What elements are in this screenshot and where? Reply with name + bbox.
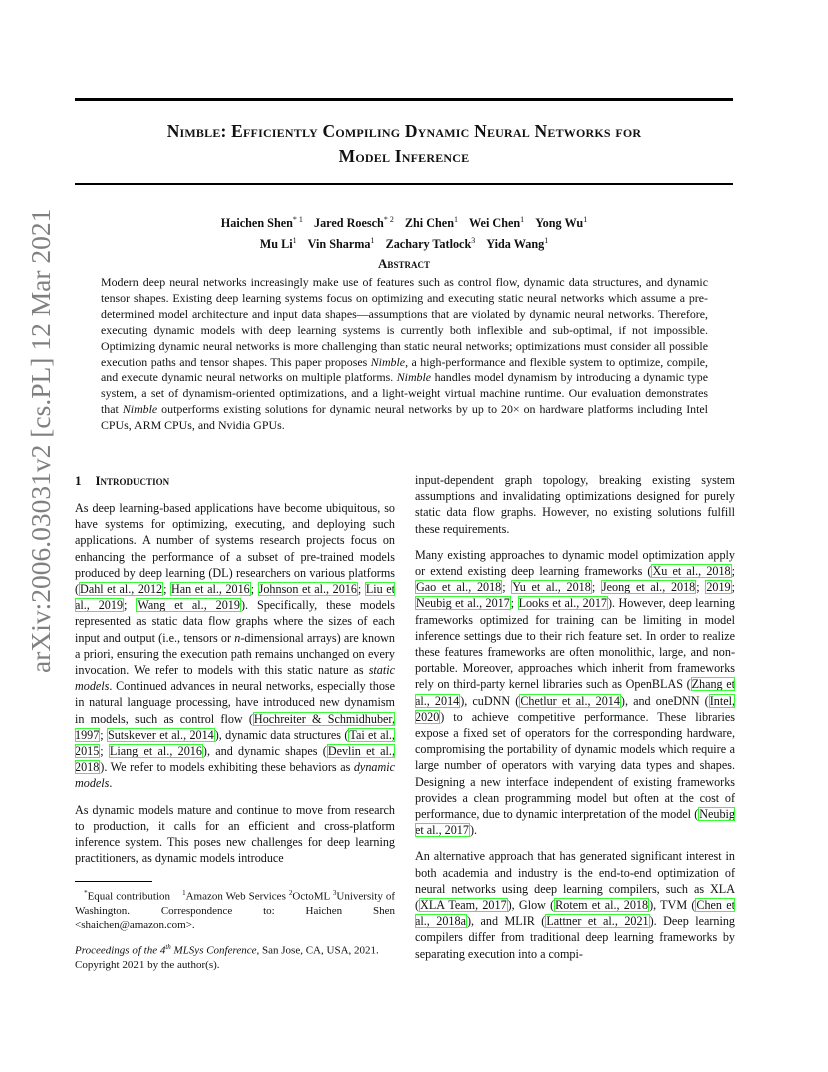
author: Wei Chen$^1$ (469, 215, 525, 231)
citation-link[interactable]: Wang et al., 2019 (137, 598, 240, 613)
arxiv-stamp: arXiv:2006.03031v2 [cs.PL] 12 Mar 2021 (25, 208, 56, 673)
citation-link[interactable]: Neubig et al., 2017 (415, 807, 735, 838)
intro-paragraph-3: input-dependent graph topology, breaking existing system assumptions and invalidating optimizations designed for purely static data flow graphs. However, no existing solutions fulfill these requirements. (415, 473, 735, 536)
citation-link[interactable]: Neubig et al., 2017 (416, 596, 510, 611)
citation-link[interactable]: Dahl et al., 2012 (80, 582, 163, 597)
citation-link[interactable]: Looks et al., 2017 (518, 596, 607, 611)
proceedings-note: Proceedings of the 4th MLSys Conference, San Jose, CA, USA, 2021. Copyright 2021 by the author(s). (75, 943, 379, 972)
author: Zhi Chen$^1$ (404, 215, 458, 231)
title-line-1: Nimble: Efficiently Compiling Dynamic Neural Networks for (166, 121, 642, 141)
author: Haichen Shen$^{* 1}$ (220, 215, 303, 231)
author: Yida Wang$^1$ (486, 236, 549, 252)
citation-link[interactable]: Chetlur et al., 2014 (520, 693, 620, 708)
footnote: *Equal contribution $^1$Amazon Web Services $^2$OctoML $^3$University of Washington. Correspondence to: Haichen Shen <shaichen@amazon.com>. (75, 889, 396, 931)
citation-link[interactable]: Tai et al., 2015 (75, 727, 395, 759)
citation-link[interactable]: Yu et al., 2018 (512, 580, 591, 595)
abstract-heading: Abstract (378, 256, 430, 271)
citation-link[interactable]: Hochreiter & Schmidhuber, 1997 (75, 711, 395, 742)
intro-paragraph-5: An alternative approach that has generated significant interest in both academia and industry is the end-to-end optimization of neural networks using deep learning compilers, such as XLA (XLA Team, 2017), Glow (Rotem et al., 2018), TVM (Chen et al., 2018a), and MLIR (Lattner et al., 2021). Deep learning compilers differ from traditional deep learning frameworks by separating execution into a compi- (415, 849, 735, 961)
citation-link[interactable]: XLA Team, 2017 (420, 898, 507, 913)
author: Yong Wu$^1$ (535, 215, 588, 231)
author: Zachary Tatlock$^3$ (385, 236, 476, 252)
intro-paragraph-1: As deep learning-based applications have become ubiquitous, so have systems for optimizing, executing, and deploying such applications. A number of systems research projects focus on enhancing the performance of a subset of pre-trained models produced by deep learning (DL) researchers on various platforms (Dahl et al., 2012; Han et al., 2016; Johnson et al., 2016; Liu et al., 2019; Wang et al., 2019). Specifically, these models represented as static data flow graphs where the sizes of each input and output (i.e., tensors or n-dimensional arrays) are known a priori, ensuring the execution path remains unchanged on every invocation. We refer to models with this static nature as static models. Continued advances in neural networks, especially those in natural language processing, have introduced new dynamism in models, such as control flow (Hochreiter & Schmidhuber, 1997; Sutskever et al., 2014), dynamic data structures (Tai et al., 2015; Liang et al., 2016), and dynamic shapes (Devlin et al., 2018). We refer to models exhibiting these behaviors as dynamic models. (75, 501, 395, 791)
citation-link[interactable]: Liu et al., 2019 (75, 582, 395, 613)
citation-link[interactable]: Xu et al., 2018 (652, 564, 731, 579)
citation-link[interactable]: Lattner et al., 2021 (546, 914, 649, 929)
citation-link[interactable]: Jeong et al., 2018 (601, 580, 696, 595)
citation-link[interactable]: Intel, 2020 (415, 693, 736, 724)
author: Mu Li$^1$ (259, 236, 297, 252)
author: Jared Roesch$^{* 2}$ (313, 215, 394, 231)
right-column (415, 472, 735, 972)
abstract-text: Modern deep neural networks increasingly make use of features such as control flow, dynamic data structures, and dynamic tensor shapes. Existing deep learning systems focus on optimizing and executing static neural networks which assume a pre-determined model architecture and input data shapes—assumptions that are violated by dynamic neural networks. Therefore, executing dynamic models with deep learning systems is currently both inflexible and sub-optimal, if not impossible. Optimizing dynamic neural networks is more challenging than static neural networks; optimizations must consider all possible execution paths and tensor shapes. This paper proposes Nimble, a high-performance and flexible system to optimize, compile, and execute dynamic neural networks on multiple platforms. Nimble handles model dynamism by introducing a dynamic type system, a set of dynamism-oriented optimizations, and a light-weight virtual machine runtime. Our evaluation demonstrates that Nimble outperforms existing solutions for dynamic neural networks by up to 20× on hardware platforms including Intel CPUs, ARM CPUs, and Nvidia GPUs. (101, 275, 709, 433)
citation-link[interactable]: Rotem et al., 2018 (555, 898, 649, 913)
title-top-rule (75, 98, 733, 101)
footnote-rule (75, 881, 152, 882)
author-list (75, 211, 733, 253)
citation-link[interactable]: Han et al., 2016 (171, 582, 250, 597)
intro-paragraph-2: As dynamic models mature and continue to move from research to production, it calls for an efficient and cross-platform inference system. This poses new challenges for deep learning practitioners, as dynamic models introduce (75, 802, 395, 866)
citation-link[interactable]: Gao et al., 2018 (416, 580, 502, 595)
citation-link[interactable]: 2019 (706, 580, 731, 595)
citation-link[interactable]: Liang et al., 2016 (109, 744, 202, 759)
section-heading: 1 Introduction (75, 473, 170, 488)
paper-title (75, 119, 733, 169)
author: Vin Sharma$^1$ (307, 236, 375, 252)
citation-link[interactable]: Chen et al., 2018a (415, 898, 735, 929)
citation-link[interactable]: Sutskever et al., 2014 (107, 727, 214, 742)
intro-paragraph-4: Many existing approaches to dynamic model optimization apply or extend existing deep learning frameworks (Xu et al., 2018; Gao et al., 2018; Yu et al., 2018; Jeong et al., 2018; 2019; Neubig et al., 2017; Looks et al., 2017). However, deep learning frameworks optimized for training can be limiting in model inference settings due to their rich feature set. In order to realize these features frameworks are often monolithic, large, and non-portable. Moreover, approaches which inherit from frameworks rely on third-party kernel libraries such as OpenBLAS (Zhang et al., 2014), cuDNN (Chetlur et al., 2014), and oneDNN (Intel, 2020) to achieve competitive performance. These libraries expose a fixed set of operators for the corresponding hardware, compromising the portability of dynamic models which require a large number of operators with varying data types and shapes. Designing a new interface independent of existing frameworks provides a clean programming model but often at the cost of performance, due to dynamic interpretation of the model (Neubig et al., 2017). (415, 547, 736, 838)
citation-link[interactable]: Johnson et al., 2016 (258, 582, 357, 597)
left-column (75, 472, 395, 876)
citation-link[interactable]: Devlin et al., 2018 (75, 744, 395, 775)
title-bottom-rule (75, 183, 733, 185)
citation-link[interactable]: Zhang et al., 2014 (415, 677, 735, 708)
title-line-2: Model Inference (338, 146, 470, 166)
